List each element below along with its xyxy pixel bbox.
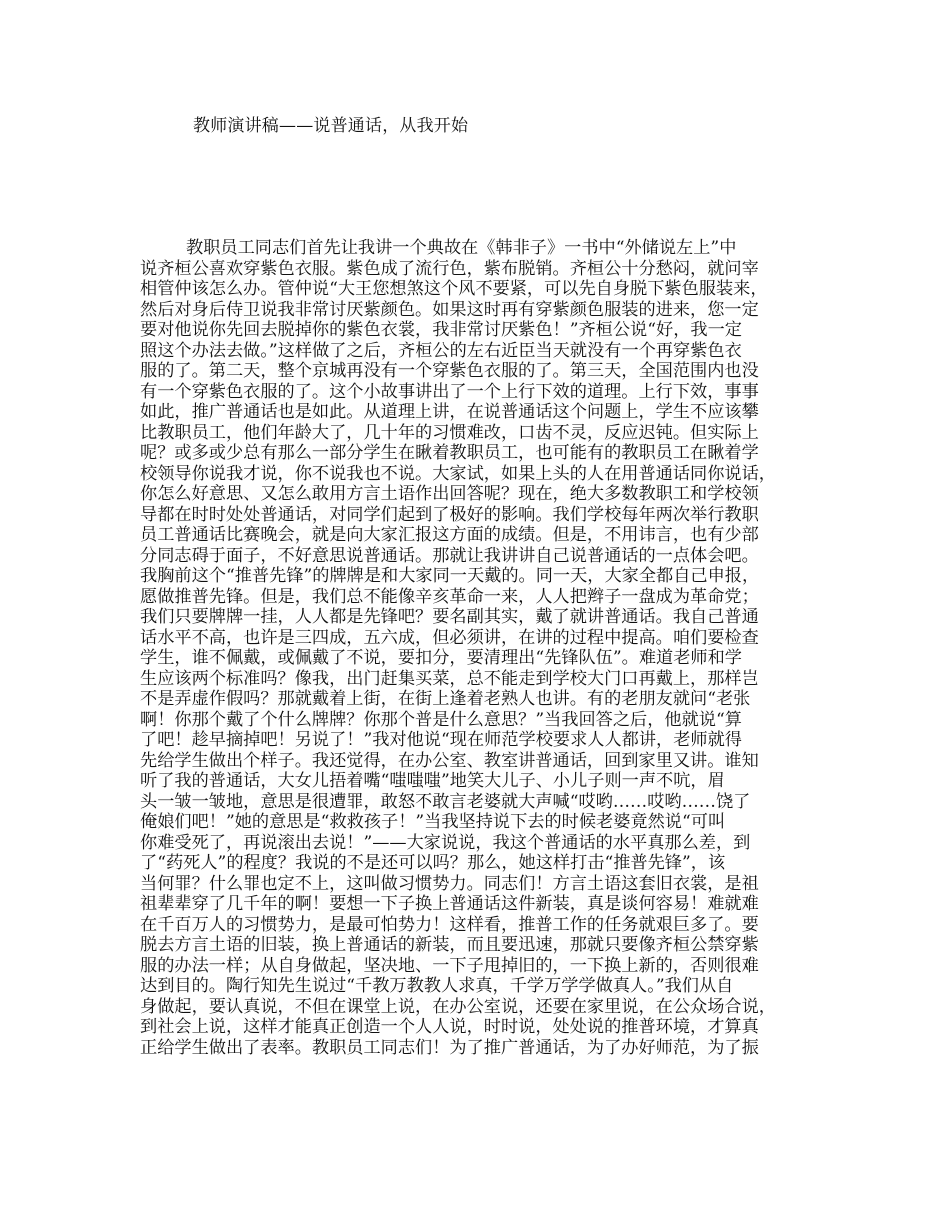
- body-line: 不是弄虚作假吗？那就戴着上街，在街上逢着老熟人也讲。有的老朋友就问“老张: [140, 689, 751, 709]
- body-line: 当何罪？什么罪也定不上，这叫做习惯势力。同志们！方言土语这套旧衣裳，是祖: [140, 873, 759, 894]
- document-body: [140, 238, 820, 1058]
- body-line: 然后对身后侍卫说我非常讨厌紫颜色。如果这时再有穿紫颜色服装的进来，您一定: [140, 299, 759, 320]
- body-line: 分同志碍于面子，不好意思说普通话。那就让我讲讲自己说普通话的一点体会吧。: [140, 545, 759, 566]
- body-line: 呢？或多或少总有那么一部分学生在瞅着教职员工，也可能有的教职员工在瞅着学: [140, 443, 759, 463]
- body-line: 达到目的。陶行知先生说过“千教万教教人求真，千学万学学做真人。”我们从自: [140, 976, 734, 996]
- body-line: 了“药死人”的程度？我说的不是还可以吗？那么，她这样打击“推普先锋”，该: [140, 853, 726, 873]
- body-line: 话水平不高，也许是三四成，五六成，但必须讲，在讲的过程中提高。咱们要检查: [140, 627, 759, 648]
- body-line: 学生，谁不佩戴，或佩戴了不说，要扣分，要清理出“先锋队伍”。难道老师和学: [140, 648, 742, 668]
- body-line: 服的办法一样；从自身做起，坚决地、一下子甩掉旧的，一下换上新的，否则很难: [140, 955, 759, 976]
- body-line: 正给学生做出了表率。教职员工同志们！为了推广普通话，为了办好师范，为了振: [140, 1037, 759, 1058]
- body-line: 脱去方言土语的旧装，换上普通话的新装，而且要迅速，那就只要像齐桓公禁穿紫: [140, 935, 759, 955]
- body-line: 先给学生做出个样子。我还觉得，在办公室、教室讲普通话，回到家里又讲。谁知: [140, 750, 759, 771]
- body-line: 愿做推普先锋。但是，我们总不能像辛亥革命一来，人人把辫子一盘成为革命党；: [140, 586, 759, 607]
- body-line: 有一个穿紫色衣服的了。这个小故事讲出了一个上行下效的道理。上行下效，事事: [140, 381, 759, 402]
- body-line: 你怎么好意思、又怎么敢用方言土语作出回答呢？现在，绝大多数教职工和学校领: [140, 484, 759, 504]
- body-line: 啊！你那个戴了个什么牌牌？你那个普是什么意思？”当我回答之后，他就说“算: [140, 709, 742, 730]
- body-line: 你难受死了，再说滚出去说！”——大家说说，我这个普通话的水平真那么差，到: [140, 832, 751, 853]
- body-line: 我们只要牌牌一挂，人人都是先锋吧？要名副其实，戴了就讲普通话。我自己普通: [140, 607, 759, 627]
- body-line: 听了我的普通话，大女儿捂着嘴“嗤嗤嗤”地笑大儿子、小儿子则一声不吭，眉: [140, 771, 725, 791]
- body-line: 身做起，要认真说，不但在课堂上说，在办公室说，还要在家里说，在公众场合说，: [140, 996, 776, 1017]
- body-line: 员工普通话比赛晚会，就是向大家汇报这方面的成绩。但是，不用讳言，也有少部: [140, 525, 759, 545]
- body-line: 如此，推广普通话也是如此。从道理上讲，在说普通话这个问题上，学生不应该攀: [140, 402, 759, 422]
- body-line: 比教职员工，他们年龄大了，几十年的习惯难改，口齿不灵，反应迟钝。但实际上: [140, 422, 759, 443]
- body-line: 祖辈辈穿了几千年的啊！要想一下子换上普通话这件新装，真是谈何容易！难就难: [140, 894, 759, 914]
- body-line: 头一皱一皱地，意思是很遭罪，敢怒不敢言老婆就大声喊“哎哟……哎哟……饶了: [140, 791, 751, 812]
- body-line: 照这个办法去做。”这样做了之后，齐桓公的左右近臣当天就没有一个再穿紫色衣: [140, 340, 742, 361]
- body-line: 到社会上说，这样才能真正创造一个人人说，时时说，处处说的推普环境，才算真: [140, 1017, 759, 1037]
- body-line: 导都在时时处处普通话，对同学们起到了极好的影响。我们学校每年两次举行教职: [140, 504, 759, 525]
- body-line: 要对他说你先回去脱掉你的紫色衣裳，我非常讨厌紫色！”齐桓公说“好，我一定: [140, 320, 742, 340]
- body-line: 说齐桓公喜欢穿紫色衣服。紫色成了流行色，紫布脱销。齐桓公十分愁闷，就问宰: [140, 258, 759, 279]
- body-line: 生应该两个标准吗？像我，出门赶集买菜，总不能走到学校大门口再戴上，那样岂: [140, 668, 759, 689]
- body-line: 校领导你说我才说，你不说我也不说。大家试，如果上头的人在用普通话同你说话，: [140, 463, 776, 484]
- body-line: 了吧！趁早摘掉吧！另说了！”我对他说“现在师范学校要求人人都讲，老师就得: [140, 730, 742, 750]
- body-line: 俺娘们吧！”她的意思是“救救孩子！”当我坚持说下去的时候老婆竟然说“可叫: [140, 812, 726, 832]
- body-line: 教职员工同志们首先让我讲一个典故在《韩非子》一书中“外储说左上”中: [186, 238, 737, 258]
- document-title: 教师演讲稿——说普通话，从我开始: [193, 116, 469, 136]
- body-line: 相管仲该怎么办。管仲说“大王您想煞这个风不要紧，可以先自身脱下紫色服装来，: [140, 279, 768, 299]
- body-line: 服的了。第二天，整个京城再没有一个穿紫色衣服的了。第三天，全国范围内也没: [140, 361, 759, 381]
- body-line: 在千百万人的习惯势力，是最可怕势力！这样看，推普工作的任务就艰巨多了。要: [140, 914, 759, 935]
- body-line: 我胸前这个“推普先锋”的牌牌是和大家同一天戴的。同一天，大家全都自己申报，: [140, 566, 760, 586]
